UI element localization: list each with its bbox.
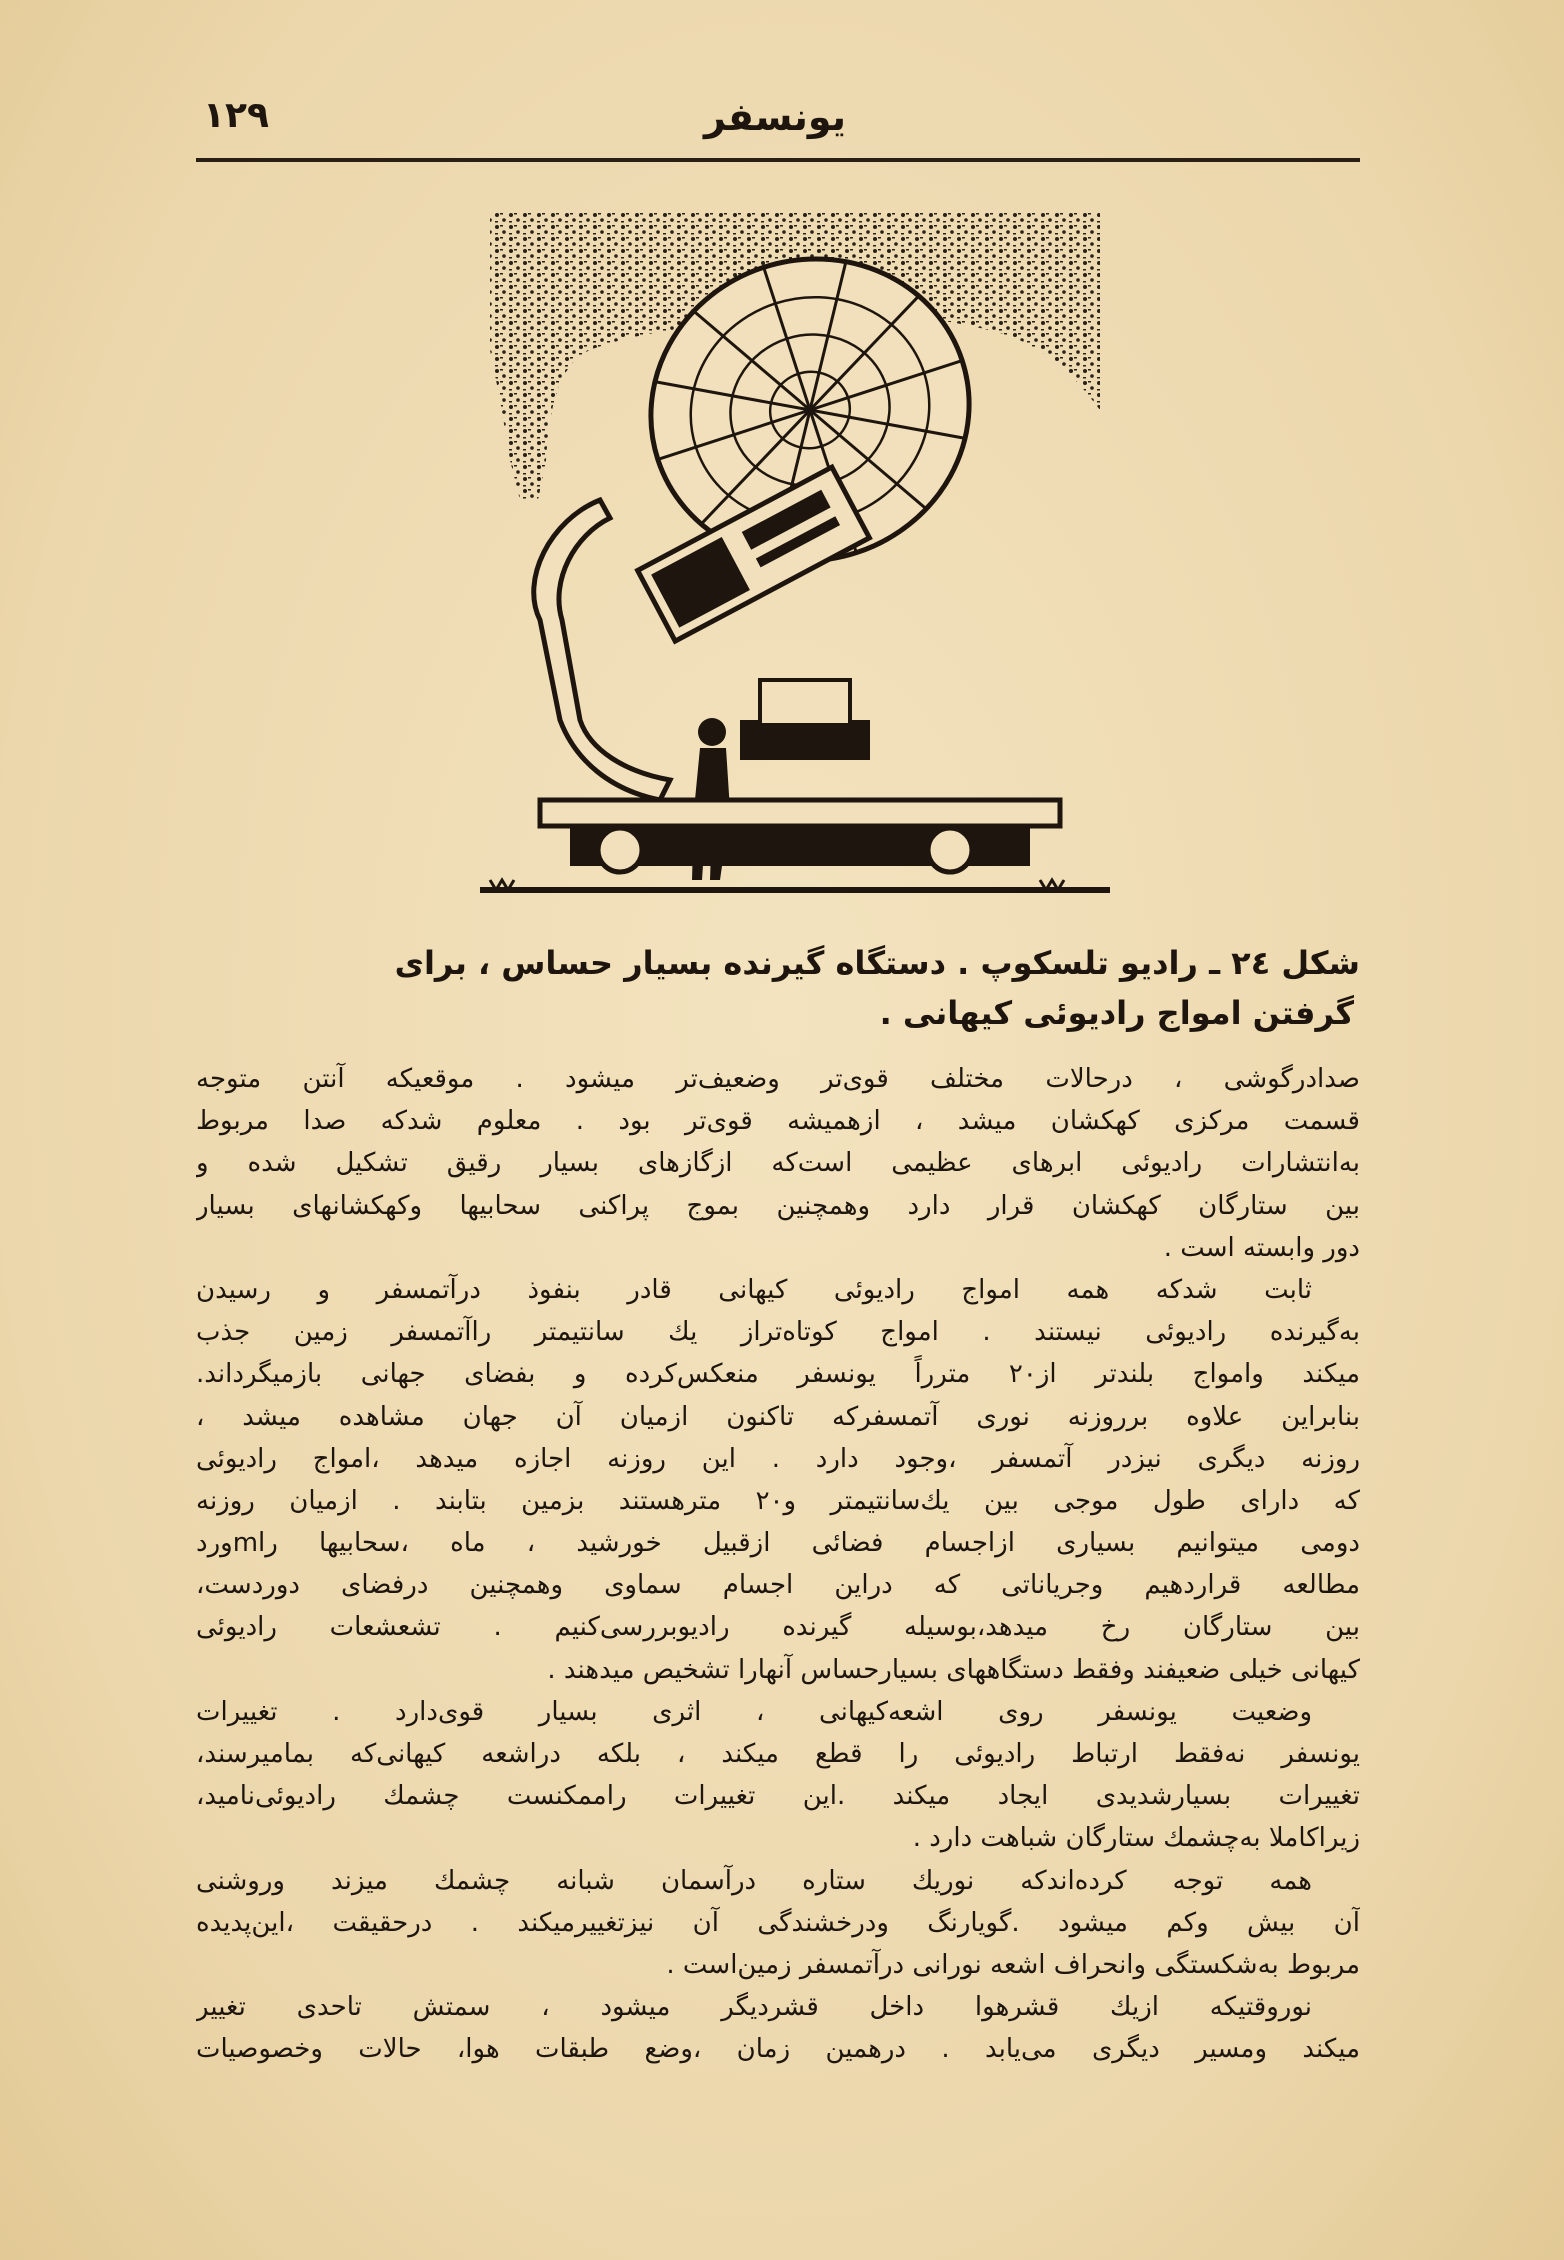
- text-line: دور وابسته است .: [1163, 1232, 1360, 1263]
- text-line: تغییرات بسیارشدیدی ایجاد میکند .این تغییرات راممکنست چشمك رادیوئی‌نامید،: [196, 1781, 1360, 1812]
- text-line: زیراکاملا به‌چشمك ستارگان شباهت دارد .: [912, 1823, 1360, 1854]
- text-line: قسمت مرکزی کهکشان میشد ، ازهمیشه قوی‌تر بود . معلوم شدکه صدا مربوط: [196, 1106, 1360, 1137]
- text-line: یونسفر نه‌فقط ارتباط رادیوئی را قطع میکند ، بلکه دراشعه کیهانی‌که بمامیرسند،: [196, 1739, 1360, 1769]
- page-number: ۱۲۹: [203, 95, 269, 136]
- body-text: [196, 1058, 1360, 2071]
- caption-line: شکل ۲٤ ـ رادیو تلسکوپ . دستگاه گیرنده بسیار حساس ، برای: [394, 944, 1360, 982]
- text-line: نوروقتیکه ازیك قشرهوا داخل قشردیگر میشود ، سمتش تاحدی تغییر: [196, 1992, 1312, 2023]
- text-line: آن بیش وکم میشود .گویارنگ ودرخشندگی آن نیزتغییرمیکند . درحقیقت ،این‌پدیده: [196, 1907, 1360, 1938]
- caption-line: گرفتن امواج رادیوئی کیهانی .: [879, 994, 1354, 1032]
- figure-caption: [196, 938, 1360, 1038]
- text-line: وضعیت یونسفر روی اشعه‌کیهانی ، اثری بسیار قوی‌دارد . تغییرات: [196, 1696, 1312, 1727]
- text-line: بین ستارگان کهکشان قرار دارد وهمچنین بموج پراکنی سحابیها وکهکشانهای بسیار: [196, 1190, 1360, 1221]
- text-line: کیهانی خیلی ضعیفند وفقط دستگاههای بسیارحساس آنهارا تشخیص میدهند .: [547, 1654, 1360, 1685]
- text-line: صدادرگوشی ، درحالات مختلف قوی‌تر وضعیف‌تر میشود . موقعیکه آنتن متوجه: [196, 1064, 1360, 1094]
- text-line: به‌انتشارات رادیوئی ابرهای عظیمی است‌که ازگازهای بسیار رقیق تشکیل شده و: [196, 1148, 1360, 1179]
- text-line: مربوط به‌شکستگی وانحراف اشعه نورانی درآتمسفر زمین‌است .: [666, 1949, 1360, 1980]
- text-line: دومی میتوانیم بسیاری ازاجسام فضائی ازقبیل خورشید ، ماه ،سحابیها راmورد: [196, 1528, 1360, 1559]
- running-title: یونسفر: [703, 95, 847, 139]
- text-line: بین ستارگان رخ میدهد،بوسیله گیرنده رادیوبررسی‌کنیم . تشعشعات رادیوئی: [196, 1612, 1360, 1643]
- radio-telescope-illustration: [480, 200, 1110, 910]
- text-line: میکند وامواج بلندتر از۲۰ مترراً یونسفر منعکس‌کرده و بفضای جهانی بازمیگرداند.: [196, 1359, 1360, 1390]
- text-line: میکند ومسیر دیگری می‌یابد . درهمین زمان ،وضع طبقات هوا، حالات وخصوصیات: [196, 2034, 1360, 2065]
- header-rule: [196, 158, 1360, 162]
- text-line: ثابت شدکه همه امواج رادیوئی کیهانی قادر بنفوذ درآتمسفر و رسیدن: [196, 1274, 1312, 1305]
- text-line: بنابراین علاوه برروزنه نوری آتمسفرکه تاکنون ازمیان آن جهان مشاهده میشد ،: [196, 1401, 1360, 1432]
- text-line: که دارای طول موجی بین یك‌سانتیمتر و۲۰ مترهستند بزمین بتابند . ازمیان روزنه: [196, 1485, 1360, 1516]
- text-line: همه توجه کرده‌اندکه نوریك ستاره درآسمان شبانه چشمك میزند وروشنی: [196, 1865, 1312, 1896]
- text-line: روزنه دیگری نیزدر آتمسفر ،وجود دارد . این روزنه اجازه میدهد ،امواج رادیوئی: [196, 1443, 1360, 1474]
- text-line: مطالعه قراردهیم وجریاناتی که دراین اجسام سماوی وهمچنین درفضای دوردست،: [196, 1570, 1360, 1601]
- text-line: به‌گیرنده رادیوئی نیستند . امواج کوتاه‌تراز یك سانتیمتر راآتمسفر زمین جذب: [196, 1317, 1360, 1348]
